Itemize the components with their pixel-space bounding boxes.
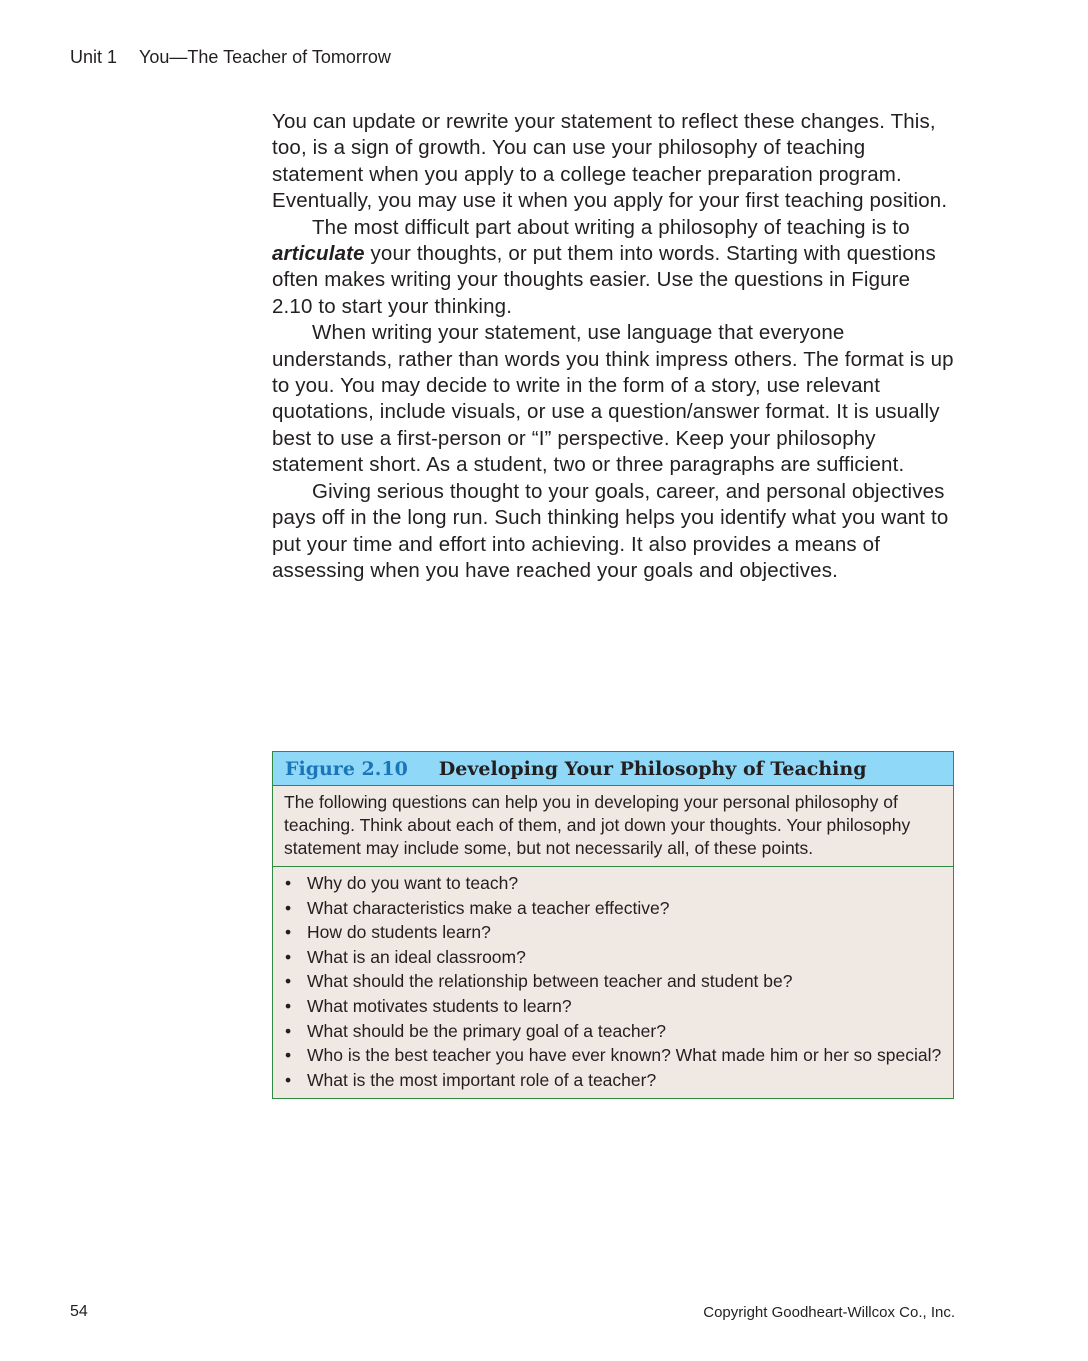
paragraph-2-end: your thoughts, or put them into words. Starting with questions often makes writing your thoughts easier. Use the questions in Figure 2.10 to start your thinking. [272,242,936,318]
body-text [272,109,956,584]
paragraph-4: Giving serious thought to your goals, career, and personal objectives pays off in the long run. Such thinking helps you identify what you want to put your time and effort into achieving. It also provides a means of assessing when you have reached your goals and objectives. [272,479,949,582]
question-text: What characteristics make a teacher effective? [307,897,670,918]
unit-label: Unit 1 [70,47,118,67]
question-text: How do students learn? [307,922,491,943]
paragraph-1: You can update or rewrite your statement to reflect these changes. This, too, is a sign of growth. You can use your philosophy of teaching statement when you apply to a college teacher preparation program. Eventually, you may use it when you apply for your first teaching position. [272,110,948,213]
question-item [284,1069,943,1092]
bullet-icon: • [285,1069,292,1090]
bullet-icon: • [285,897,292,918]
figure-intro: The following questions can help you in developing your personal philosophy of teaching. Think about each of them, and jot down your thoughts. Your philosophy statement may include some, but not necessarily all, of these points. [273,786,953,867]
question-text: What motivates students to learn? [307,995,572,1016]
figure-2-10 [272,751,954,1099]
question-item [284,872,943,895]
figure-label: Figure 2.10 [285,757,408,780]
bullet-icon: • [285,995,292,1016]
question-item [284,1020,943,1043]
bullet-icon: • [285,873,292,893]
bullet-icon: • [285,1045,292,1066]
bullet-icon: • [285,922,292,943]
paragraph-3: When writing your statement, use language that everyone understands, rather than words you think impress others. The format is up to you. You may decide to write in the form of a story, use relevant quotations, include visuals, or use a question/answer format. It is usually best to use a first-person or “I” perspective. Keep your philosophy statement short. As a student, two or three paragraphs are sufficient. [272,321,954,477]
bullet-icon: • [285,946,292,967]
question-item [284,970,943,993]
bullet-icon: • [285,971,292,992]
question-item [284,897,943,920]
question-item [284,921,943,944]
question-item [284,995,943,1018]
page-number: 54 [70,1303,88,1320]
question-text: What is an ideal classroom? [307,946,526,967]
question-list [273,867,953,1098]
question-item [284,1044,943,1067]
question-item [284,946,943,969]
unit-title: You—The Teacher of Tomorrow [139,47,391,67]
question-text: What should the relationship between teacher and student be? [307,971,793,992]
question-text: Why do you want to teach? [307,873,519,893]
figure-title: Developing Your Philosophy of Teaching [438,757,867,780]
running-head [70,47,391,68]
paragraph-2 [272,215,956,321]
bullet-icon: • [285,1020,292,1041]
figure-header [273,752,953,786]
question-text: What is the most important role of a teacher? [307,1069,657,1090]
question-text: Who is the best teacher you have ever known? What made him or her so special? [307,1045,942,1066]
key-term-articulate: articulate [272,242,365,266]
paragraph-2-start: The most difficult part about writing a philosophy of teaching is to [312,215,910,239]
question-text: What should be the primary goal of a teacher? [307,1020,666,1041]
copyright-notice: Copyright Goodheart-Willcox Co., Inc. [703,1304,955,1321]
